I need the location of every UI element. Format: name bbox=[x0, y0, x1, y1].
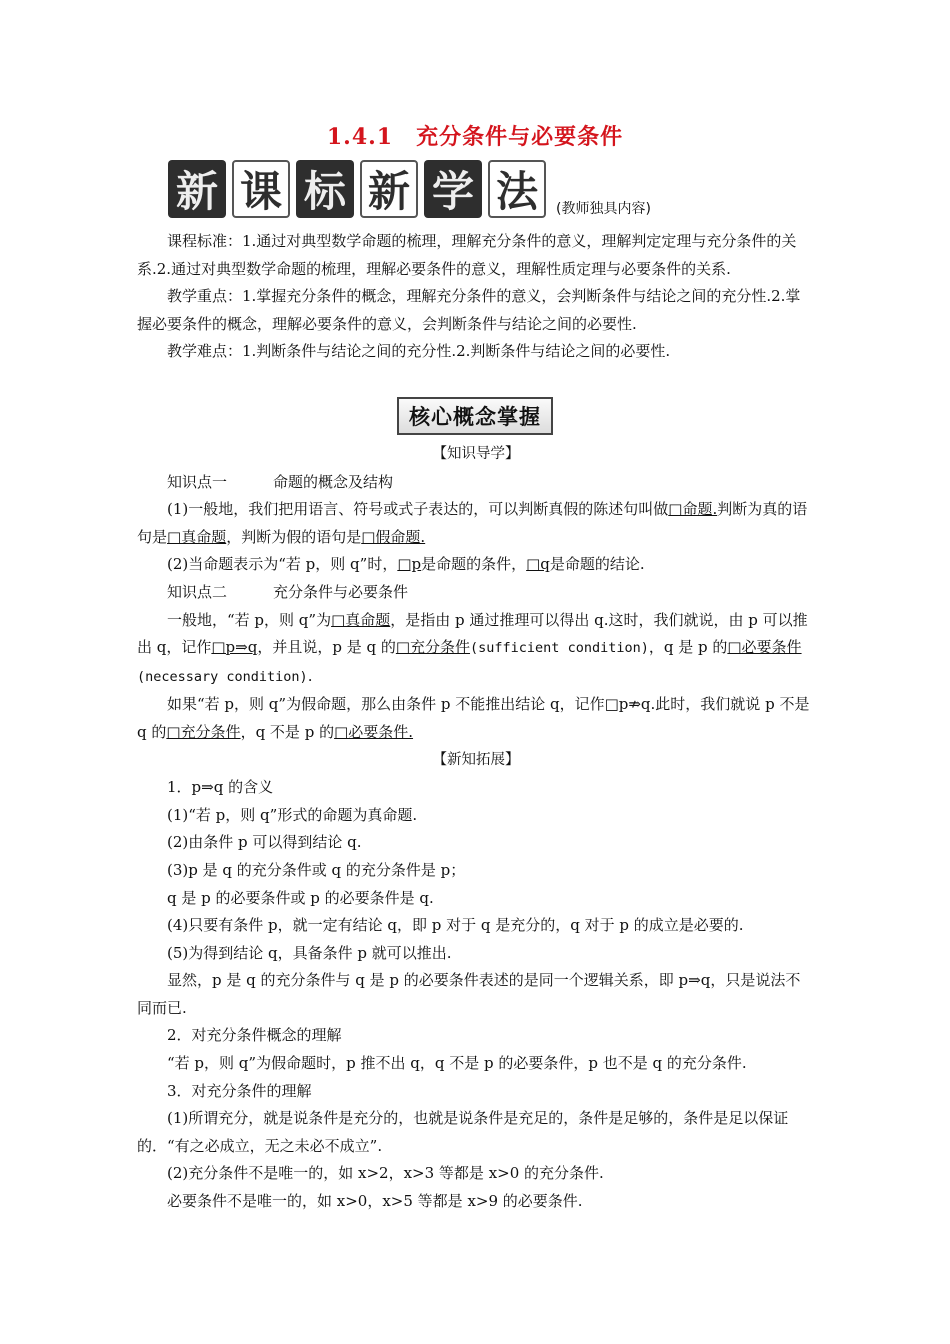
ext-line: (2)充分条件不是唯一的，如 x>2，x>3 等都是 x>0 的充分条件. bbox=[167, 1164, 604, 1183]
answer-blank: □命题. bbox=[668, 500, 718, 519]
knowledge-point-2-heading bbox=[137, 579, 815, 607]
ext-line: “若 p，则 q”为假命题时，p 推不出 q，q 不是 p 的必要条件，p 也不是 q 的充分条件. bbox=[167, 1054, 747, 1073]
text-run: 是命题的条件， bbox=[421, 555, 527, 574]
banner-char: 法 bbox=[488, 160, 546, 218]
answer-blank: □真命题 bbox=[167, 527, 227, 546]
ext-line: (4)只要有条件 p，就一定有结论 q，即 p 对于 q 是充分的，q 对于 p 的成立是必要的. bbox=[167, 916, 744, 935]
answer-blank: □假命题. bbox=[361, 527, 426, 546]
course-standard: 课程标准：1.通过对典型数学命题的梳理，理解充分条件的意义，理解判定定理与充分条件的关系.2.通过对典型数学命题的梳理，理解必要条件的意义，理解性质定理与必要条件的关系. bbox=[137, 232, 797, 278]
ext-line: 2．对充分条件概念的理解 bbox=[167, 1026, 342, 1045]
answer-blank: □充分条件 bbox=[166, 722, 241, 741]
section-heading-wrap bbox=[0, 397, 950, 435]
ext-line: 显然，p 是 q 的充分条件与 q 是 p 的必要条件表述的是同一个逻辑关系，即 p⇒q，只是说法不同而已. bbox=[137, 971, 801, 1017]
ext-line: (1)所谓充分，就是说条件是充分的，也就是说条件是充足的，条件是足够的，条件是足以保证的．“有之必成立，无之未必不成立”. bbox=[137, 1109, 789, 1155]
text-run: ，q 不是 p 的 bbox=[240, 722, 335, 741]
ext-line: (3)p 是 q 的充分条件或 q 的充分条件是 p； bbox=[167, 860, 466, 879]
ext-line: 3．对充分条件的理解 bbox=[167, 1081, 312, 1100]
banner-char: 新 bbox=[360, 160, 418, 218]
text-run: . bbox=[307, 666, 313, 685]
answer-blank: □q bbox=[526, 555, 550, 574]
text-run: ，并且说，p 是 q 的 bbox=[257, 638, 396, 657]
answer-blank: □必要条件 bbox=[727, 638, 802, 657]
ext-line: 1．p⇒q 的含义 bbox=[167, 778, 274, 797]
banner bbox=[168, 156, 651, 218]
answer-blank: □必要条件. bbox=[334, 722, 414, 741]
ext-line: (2)由条件 p 可以得到结论 q. bbox=[167, 833, 362, 852]
text-run: (2)当命题表示为“若 p，则 q”时， bbox=[167, 555, 398, 574]
text-run: ，是指由 p 通过推理可以得出 q.这时，我们就说，由 p 可以推出 q，记作 bbox=[137, 610, 808, 657]
banner-char: 学 bbox=[424, 160, 482, 218]
kp1-paragraph-2 bbox=[137, 551, 815, 579]
guide-heading: 【知识导学】 bbox=[432, 446, 520, 462]
kp1-label: 知识点一 bbox=[167, 472, 228, 491]
section-heading: 核心概念掌握 bbox=[397, 397, 553, 435]
text-run: ，q 是 p 的 bbox=[648, 638, 728, 657]
ext-line: (5)为得到结论 q，具备条件 p 就可以推出. bbox=[167, 943, 452, 962]
teaching-key-points: 教学重点：1.掌握充分条件的概念，理解充分条件的意义，会判断条件与结论之间的充分性.2.掌握必要条件的概念，理解必要条件的意义，会判断条件与结论之间的必要性. bbox=[137, 287, 801, 333]
text-run: ，判断为假的语句是 bbox=[226, 527, 362, 546]
ext-line: q 是 p 的必要条件或 p 的必要条件是 q. bbox=[167, 888, 434, 907]
english-term: (sufficient condition) bbox=[470, 640, 649, 657]
banner-char: 标 bbox=[296, 160, 354, 218]
kp2-paragraph-1 bbox=[137, 607, 815, 692]
intro bbox=[137, 228, 815, 366]
banner-char: 新 bbox=[168, 160, 226, 218]
extension-heading: 【新知拓展】 bbox=[432, 751, 520, 768]
answer-blank: □p bbox=[397, 555, 422, 574]
answer-blank: □充分条件 bbox=[395, 638, 471, 657]
kp2-label: 知识点二 bbox=[167, 582, 228, 601]
text-run: 如果“若 p，则 q”为假命题，那么由条件 p 不能推出结论 q，记作□p⇏q.此时，我们就说 p 不是 q 的 bbox=[137, 695, 810, 741]
text-run: 一般地，“若 p，则 q”为 bbox=[167, 610, 332, 629]
english-term: (necessary condition) bbox=[137, 668, 308, 685]
page-title: 1.4.1 充分条件与必要条件 bbox=[326, 124, 624, 150]
knowledge-point-1-heading bbox=[137, 469, 815, 497]
kp2-paragraph-2 bbox=[137, 691, 815, 746]
kp1-title: 命题的概念及结构 bbox=[273, 472, 394, 491]
text-run: 是命题的结论. bbox=[549, 555, 645, 574]
kp1-paragraph-1 bbox=[137, 496, 815, 551]
ext-line: (1)“若 p，则 q”形式的命题为真命题. bbox=[167, 805, 418, 824]
banner-note: (教师独具内容) bbox=[556, 201, 651, 217]
main-content bbox=[137, 441, 815, 1216]
text-run: 判断为真的语句是 bbox=[137, 500, 808, 546]
teaching-difficulties: 教学难点：1.判断条件与结论之间的充分性.2.判断条件与结论之间的必要性. bbox=[167, 342, 671, 361]
text-run: (1)一般地，我们把用语言、符号或式子表达的，可以判断真假的陈述句叫做 bbox=[167, 500, 669, 519]
kp2-title: 充分条件与必要条件 bbox=[273, 582, 409, 601]
answer-blank: □p⇒q bbox=[211, 638, 258, 657]
ext-line: 必要条件不是唯一的，如 x>0，x>5 等都是 x>9 的必要条件. bbox=[167, 1192, 583, 1211]
banner-char: 课 bbox=[232, 160, 290, 218]
answer-blank: □真命题 bbox=[331, 610, 391, 629]
